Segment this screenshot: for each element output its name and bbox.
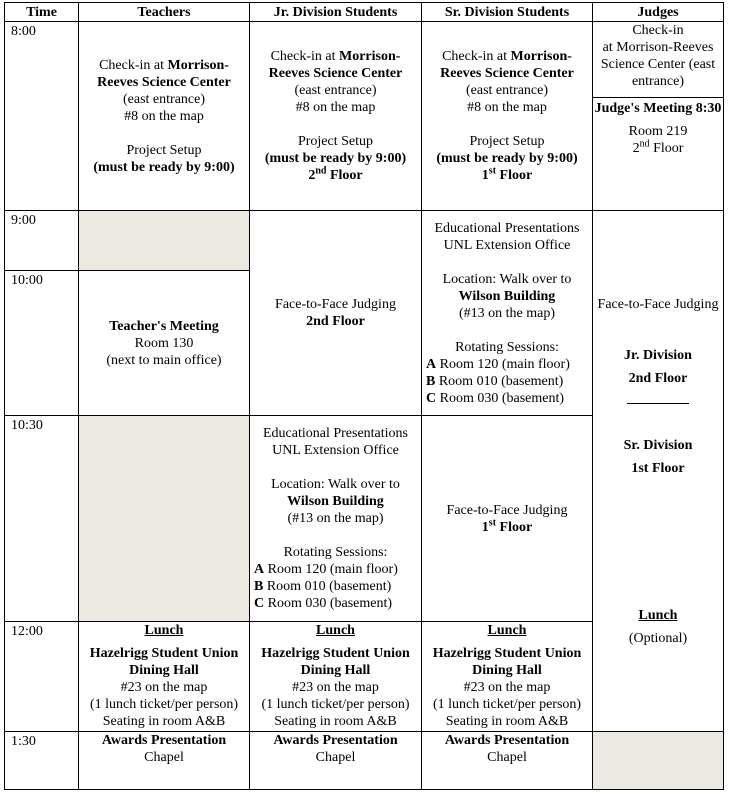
judges-jr-division: Jr. Division — [624, 347, 692, 363]
judging-floor: 2nd Floor — [306, 314, 365, 330]
row-1-30 — [5, 731, 724, 789]
lunch-seating: Seating in room A&B — [274, 713, 397, 729]
checkin-entrance: (east entrance) — [123, 91, 205, 107]
awards-place: Chapel — [315, 749, 356, 765]
judges-separator — [593, 395, 723, 412]
sr-awards-cell — [422, 731, 593, 789]
setup-title: Project Setup — [126, 142, 202, 158]
edu-session-b: B Room 010 (basement) — [426, 373, 564, 389]
header-teachers: Teachers — [79, 3, 250, 22]
checkin-line — [250, 48, 421, 82]
jr-judging-cell — [250, 211, 422, 416]
setup-title: Project Setup — [297, 134, 374, 150]
checkin-prefix: Check-in at — [442, 49, 507, 65]
checkin-line — [79, 57, 249, 91]
checkin-prefix: Check-in at — [99, 57, 164, 73]
time-10-00: 10:00 — [5, 271, 79, 416]
lunch-title: Lunch — [144, 622, 184, 638]
checkin-map: #8 on the map — [124, 108, 204, 124]
lunch-ticket: (1 lunch ticket/per person) — [432, 696, 582, 712]
sr-judging-cell — [422, 416, 593, 621]
jr-lunch-cell — [250, 621, 422, 731]
judges-judging-title: Face-to-Face Judging — [597, 296, 719, 312]
time-8-00: 8:00 — [5, 22, 79, 211]
time-12-00: 12:00 — [5, 621, 79, 731]
edu-session-a: A Room 120 (main floor) — [426, 356, 570, 372]
lunch-seating: Seating in room A&B — [445, 713, 569, 729]
setup-note: (must be ready by 9:00) — [264, 151, 407, 167]
edu-office: UNL Extension Office — [272, 443, 399, 459]
header-time: Time — [5, 3, 79, 22]
edu-rotating: Rotating Sessions: — [455, 339, 559, 355]
row-8-00 — [5, 22, 724, 211]
edu-map: (#13 on the map) — [287, 511, 384, 527]
setup-title: Project Setup — [469, 134, 545, 150]
judges-sr-division: Sr. Division — [623, 437, 693, 453]
teachers-meeting-cell — [79, 271, 250, 416]
setup-floor: 2nd Floor — [308, 165, 363, 184]
setup-note: (must be ready by 9:00) — [93, 159, 235, 175]
edu-building: Wilson Building — [287, 494, 384, 510]
teachers-empty-10-30 — [79, 416, 250, 621]
setup-note: (must be ready by 9:00) — [436, 151, 578, 167]
checkin-entrance: (east entrance) — [294, 83, 377, 99]
teachers-empty-9-00 — [79, 211, 250, 271]
teacher-meeting-title: Teacher's Meeting — [109, 318, 219, 334]
checkin-center: Morrison-Reeves Science Center — [440, 49, 574, 82]
header-jr-students: Jr. Division Students — [250, 3, 422, 22]
jr-edu-cell — [250, 416, 422, 621]
lunch-hall: Hazelrigg Student Union Dining Hall — [261, 645, 410, 678]
lunch-hall: Hazelrigg Student Union Dining Hall — [432, 645, 582, 678]
teachers-lunch-cell — [79, 621, 250, 731]
lunch-map: #23 on the map — [292, 679, 379, 695]
judges-meeting-room: Room 219 — [628, 124, 688, 140]
checkin-center: Morrison-Reeves Science Center — [268, 49, 403, 82]
edu-location: Location: Walk over to — [442, 271, 572, 287]
judges-checkin-line2: at Morrison-Reeves Science Center (east entrance) — [600, 40, 716, 90]
jr-checkin-cell — [250, 22, 422, 211]
judges-sr-floor: 1st Floor — [631, 460, 685, 476]
sr-lunch-cell — [422, 621, 593, 731]
header-judges: Judges — [593, 3, 724, 22]
lunch-ticket: (1 lunch ticket/per person) — [89, 696, 239, 712]
edu-title: Educational Presentations — [262, 426, 409, 442]
checkin-prefix: Check-in at — [270, 49, 336, 65]
judges-lunch-title: Lunch — [638, 607, 678, 623]
time-1-30: 1:30 — [5, 731, 79, 789]
checkin-line — [422, 48, 592, 82]
edu-office: UNL Extension Office — [443, 237, 571, 253]
judging-floor: 1st Floor — [481, 516, 533, 535]
judges-meeting-block — [593, 97, 723, 157]
lunch-ticket: (1 lunch ticket/per person) — [261, 696, 410, 712]
lunch-title: Lunch — [316, 622, 355, 638]
edu-session-b: B Room 010 (basement) — [254, 579, 392, 595]
schedule-table — [4, 2, 724, 790]
checkin-entrance: (east entrance) — [466, 83, 548, 99]
teacher-meeting-note: (next to main office) — [106, 352, 222, 368]
sr-edu-cell — [422, 211, 593, 416]
checkin-center: Morrison-Reeves Science Center — [97, 57, 231, 90]
lunch-map: #23 on the map — [463, 679, 551, 695]
edu-session-a: A Room 120 (main floor) — [254, 562, 398, 578]
lunch-map: #23 on the map — [120, 679, 208, 695]
judges-judging-cell — [593, 211, 724, 732]
teachers-checkin-cell — [79, 22, 250, 211]
teacher-meeting-room: Room 130 — [134, 335, 194, 351]
judges-jr-floor: 2nd Floor — [628, 370, 688, 386]
time-10-30: 10:30 — [5, 416, 79, 621]
edu-rotating: Rotating Sessions: — [283, 545, 388, 561]
judges-checkin-cell — [593, 22, 724, 211]
lunch-title: Lunch — [487, 622, 527, 638]
lunch-hall: Hazelrigg Student Union Dining Hall — [89, 645, 239, 678]
lunch-seating: Seating in room A&B — [102, 713, 226, 729]
edu-building: Wilson Building — [458, 288, 556, 304]
edu-title: Educational Presentations — [434, 220, 580, 236]
sr-checkin-cell — [422, 22, 593, 211]
header-row — [5, 3, 724, 22]
judges-lunch-note: (Optional) — [628, 630, 688, 646]
edu-session-c: C Room 030 (basement) — [426, 390, 565, 406]
judging-title: Face-to-Face Judging — [275, 297, 396, 313]
checkin-map: #8 on the map — [467, 100, 547, 116]
edu-session-c: C Room 030 (basement) — [254, 596, 393, 612]
judges-meeting-floor: 2nd Floor — [632, 138, 684, 157]
awards-title: Awards Presentation — [101, 732, 227, 748]
awards-place: Chapel — [144, 749, 184, 765]
judges-empty-1-30 — [593, 731, 724, 789]
judges-meeting-title: Judge's Meeting 8:30 — [594, 101, 722, 117]
header-sr-students: Sr. Division Students — [422, 3, 593, 22]
edu-location: Location: Walk over to — [271, 477, 400, 493]
edu-map: (#13 on the map) — [458, 305, 556, 321]
awards-title: Awards Presentation — [444, 732, 570, 748]
awards-place: Chapel — [487, 749, 527, 765]
checkin-map: #8 on the map — [295, 100, 376, 116]
jr-awards-cell — [250, 731, 422, 789]
row-9-00 — [5, 211, 724, 271]
setup-floor: 1st Floor — [481, 165, 533, 184]
time-9-00: 9:00 — [5, 211, 79, 271]
awards-title: Awards Presentation — [273, 732, 398, 748]
judging-title: Face-to-Face Judging — [446, 502, 568, 518]
judges-checkin-line1: Check-in — [632, 23, 684, 39]
teachers-awards-cell — [79, 731, 250, 789]
